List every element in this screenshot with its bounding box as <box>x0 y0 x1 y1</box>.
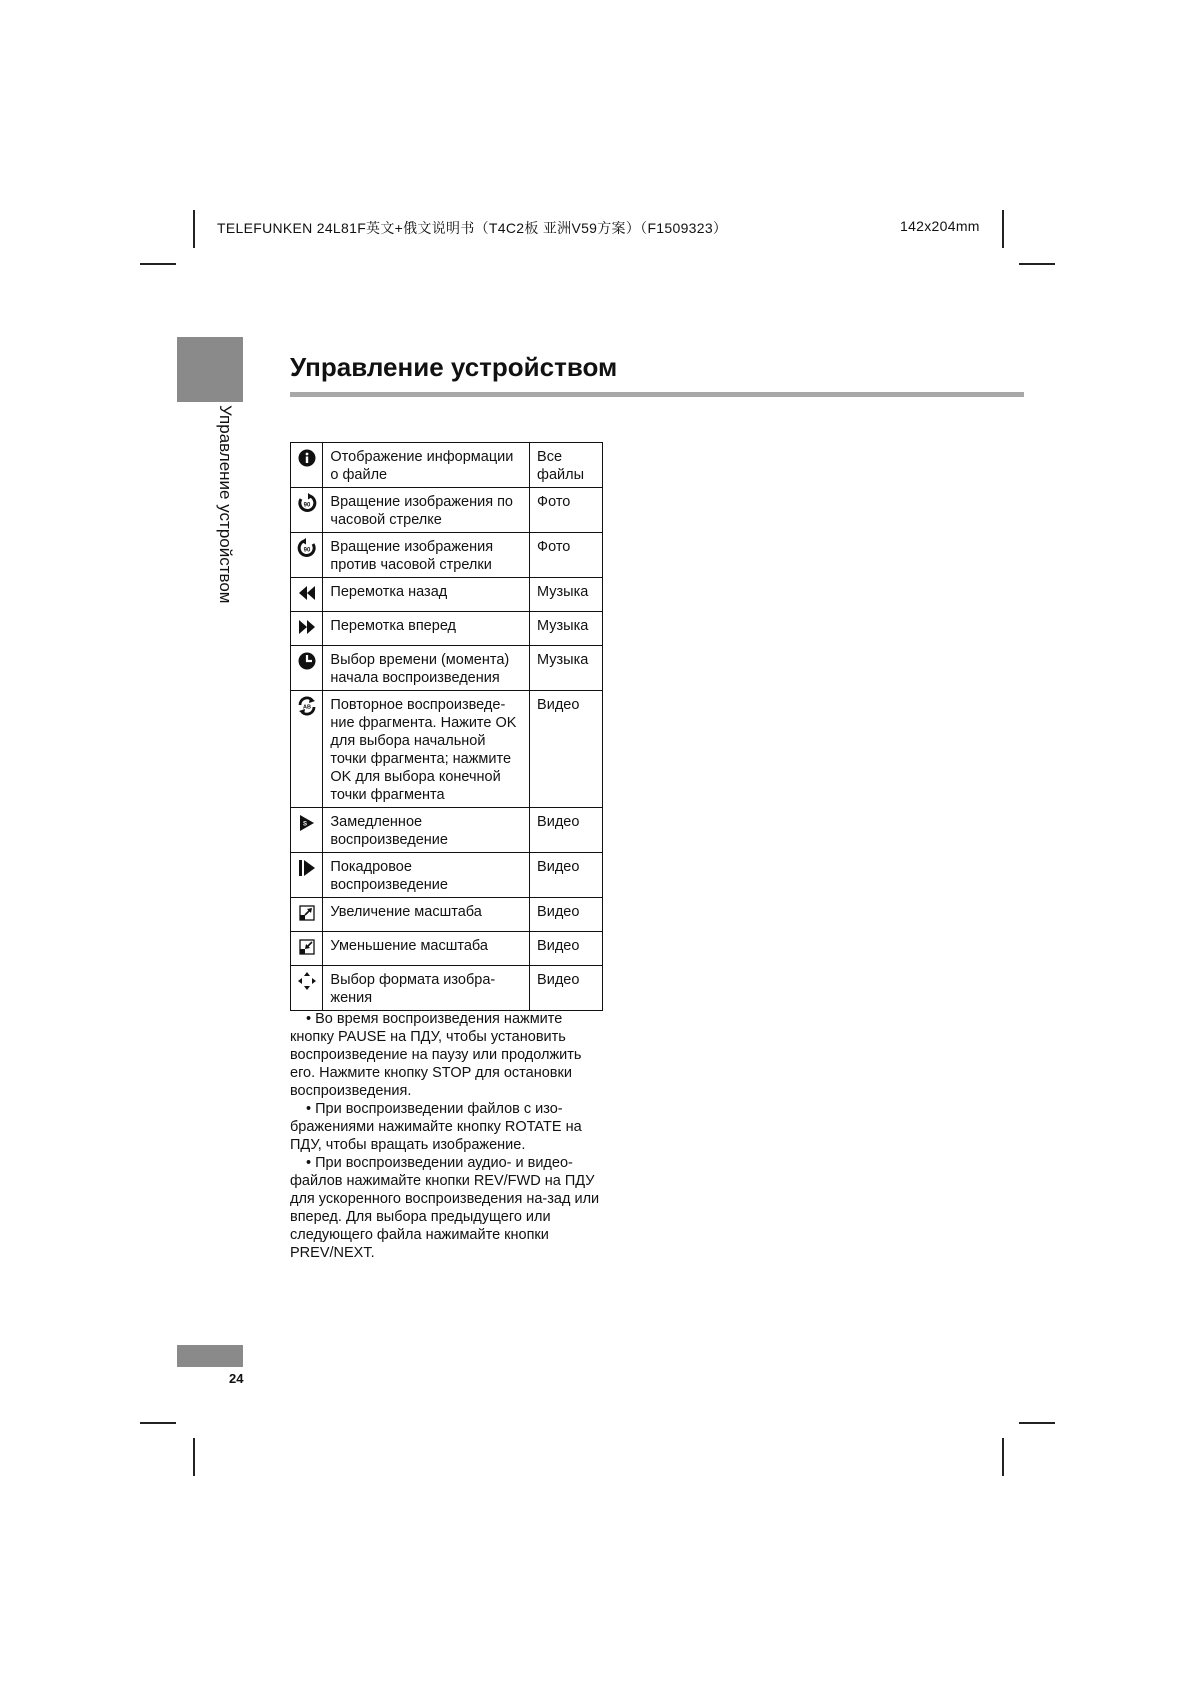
table-row <box>291 691 603 808</box>
table-row <box>291 612 603 646</box>
aspect-ratio-icon <box>297 971 317 991</box>
table-row <box>291 966 603 1011</box>
table-row <box>291 932 603 966</box>
table-row <box>291 578 603 612</box>
repeat-ab-icon <box>297 696 317 716</box>
control-description: Замедленное воспроизведение <box>323 808 530 853</box>
table-row <box>291 808 603 853</box>
zoom-in-icon <box>297 903 317 923</box>
control-description: Отображение информации о файле <box>323 443 530 488</box>
usage-notes <box>290 1010 600 1262</box>
zoom-out-icon <box>297 937 317 957</box>
file-type: Музыка <box>530 612 603 646</box>
control-description: Повторное воспроизведе-ние фрагмента. Нажите OK для выбора начальной точки фрагмента; нажмите OK для выбора конечной точки фрагмента <box>323 691 530 808</box>
svg-text:90: 90 <box>303 502 311 509</box>
table-row <box>291 488 603 533</box>
print-header-size: 142x204mm <box>900 218 980 234</box>
note-paragraph: • При воспроизведении файлов с изо-бражениями нажимайте кнопку ROTATE на ПДУ, чтобы вращать изображение. <box>290 1101 582 1153</box>
control-description: Выбор формата изобра-жения <box>323 966 530 1011</box>
table-row <box>291 898 603 932</box>
slow-play-icon <box>297 813 317 833</box>
print-header-title: TELEFUNKEN 24L81F英文+俄文说明书（T4C2板 亚洲V59方案）（F1509323） <box>217 220 728 236</box>
file-type: Видео <box>530 898 603 932</box>
control-description: Перемотка назад <box>323 578 530 612</box>
svg-text:90: 90 <box>303 547 311 554</box>
table-row <box>291 853 603 898</box>
crop-mark-top-left-horizontal <box>140 263 176 265</box>
control-description: Увеличение масштаба <box>323 898 530 932</box>
control-description: Вращение изображения по часовой стрелке <box>323 488 530 533</box>
file-type: Видео <box>530 966 603 1011</box>
table-row <box>291 443 603 488</box>
file-type: Фото <box>530 533 603 578</box>
page-number-tab <box>177 1345 243 1367</box>
control-description: Уменьшение масштаба <box>323 932 530 966</box>
crop-mark-top-right-horizontal <box>1019 263 1055 265</box>
control-description: Покадровое воспроизведение <box>323 853 530 898</box>
title-underline <box>290 392 1024 397</box>
table-row <box>291 646 603 691</box>
page-title: Управление устройством <box>290 352 618 382</box>
svg-text:S: S <box>302 821 307 828</box>
file-type: Музыка <box>530 646 603 691</box>
step-play-icon <box>297 858 317 878</box>
crop-mark-bottom-right-vertical <box>1002 1438 1004 1476</box>
file-type: Видео <box>530 691 603 808</box>
note-paragraph: • Во время воспроизведения нажмите кнопку PAUSE на ПДУ, чтобы установить воспроизведение на паузу или продолжить его. Нажмите кнопку STOP для остановки воспроизведения. <box>290 1011 582 1099</box>
table-row <box>291 533 603 578</box>
page-number: 24 <box>229 1371 244 1386</box>
svg-text:AB: AB <box>302 704 311 711</box>
side-tab-marker <box>177 337 243 402</box>
rotate-counterclockwise-icon <box>297 538 317 558</box>
crop-mark-bottom-right-horizontal <box>1019 1422 1055 1424</box>
rotate-clockwise-icon <box>297 493 317 513</box>
file-type: Фото <box>530 488 603 533</box>
control-description: Вращение изображения против часовой стрелки <box>323 533 530 578</box>
control-description: Перемотка вперед <box>323 612 530 646</box>
crop-mark-bottom-left-horizontal <box>140 1422 176 1424</box>
file-type: Видео <box>530 932 603 966</box>
control-description: Выбор времени (момента) начала воспроизведения <box>323 646 530 691</box>
fast-forward-icon <box>297 617 317 637</box>
file-type: Все файлы <box>530 443 603 488</box>
controls-table <box>290 442 603 1011</box>
file-type: Видео <box>530 808 603 853</box>
crop-mark-bottom-left-vertical <box>193 1438 195 1476</box>
file-type: Музыка <box>530 578 603 612</box>
rewind-icon <box>297 583 317 603</box>
side-section-label: Управление устройством <box>216 405 235 604</box>
info-icon <box>297 448 317 468</box>
note-paragraph: • При воспроизведении аудио- и видео-файлов нажимайте кнопки REV/FWD на ПДУ для ускоренного воспроизведения на-зад или вперед. Для выбора предыдущего или следующего файла нажимайте кнопки PREV/NEXT. <box>290 1155 600 1261</box>
clock-icon <box>297 651 317 671</box>
crop-mark-top-right-vertical <box>1002 210 1004 248</box>
crop-mark-top-left-vertical <box>193 210 195 248</box>
file-type: Видео <box>530 853 603 898</box>
